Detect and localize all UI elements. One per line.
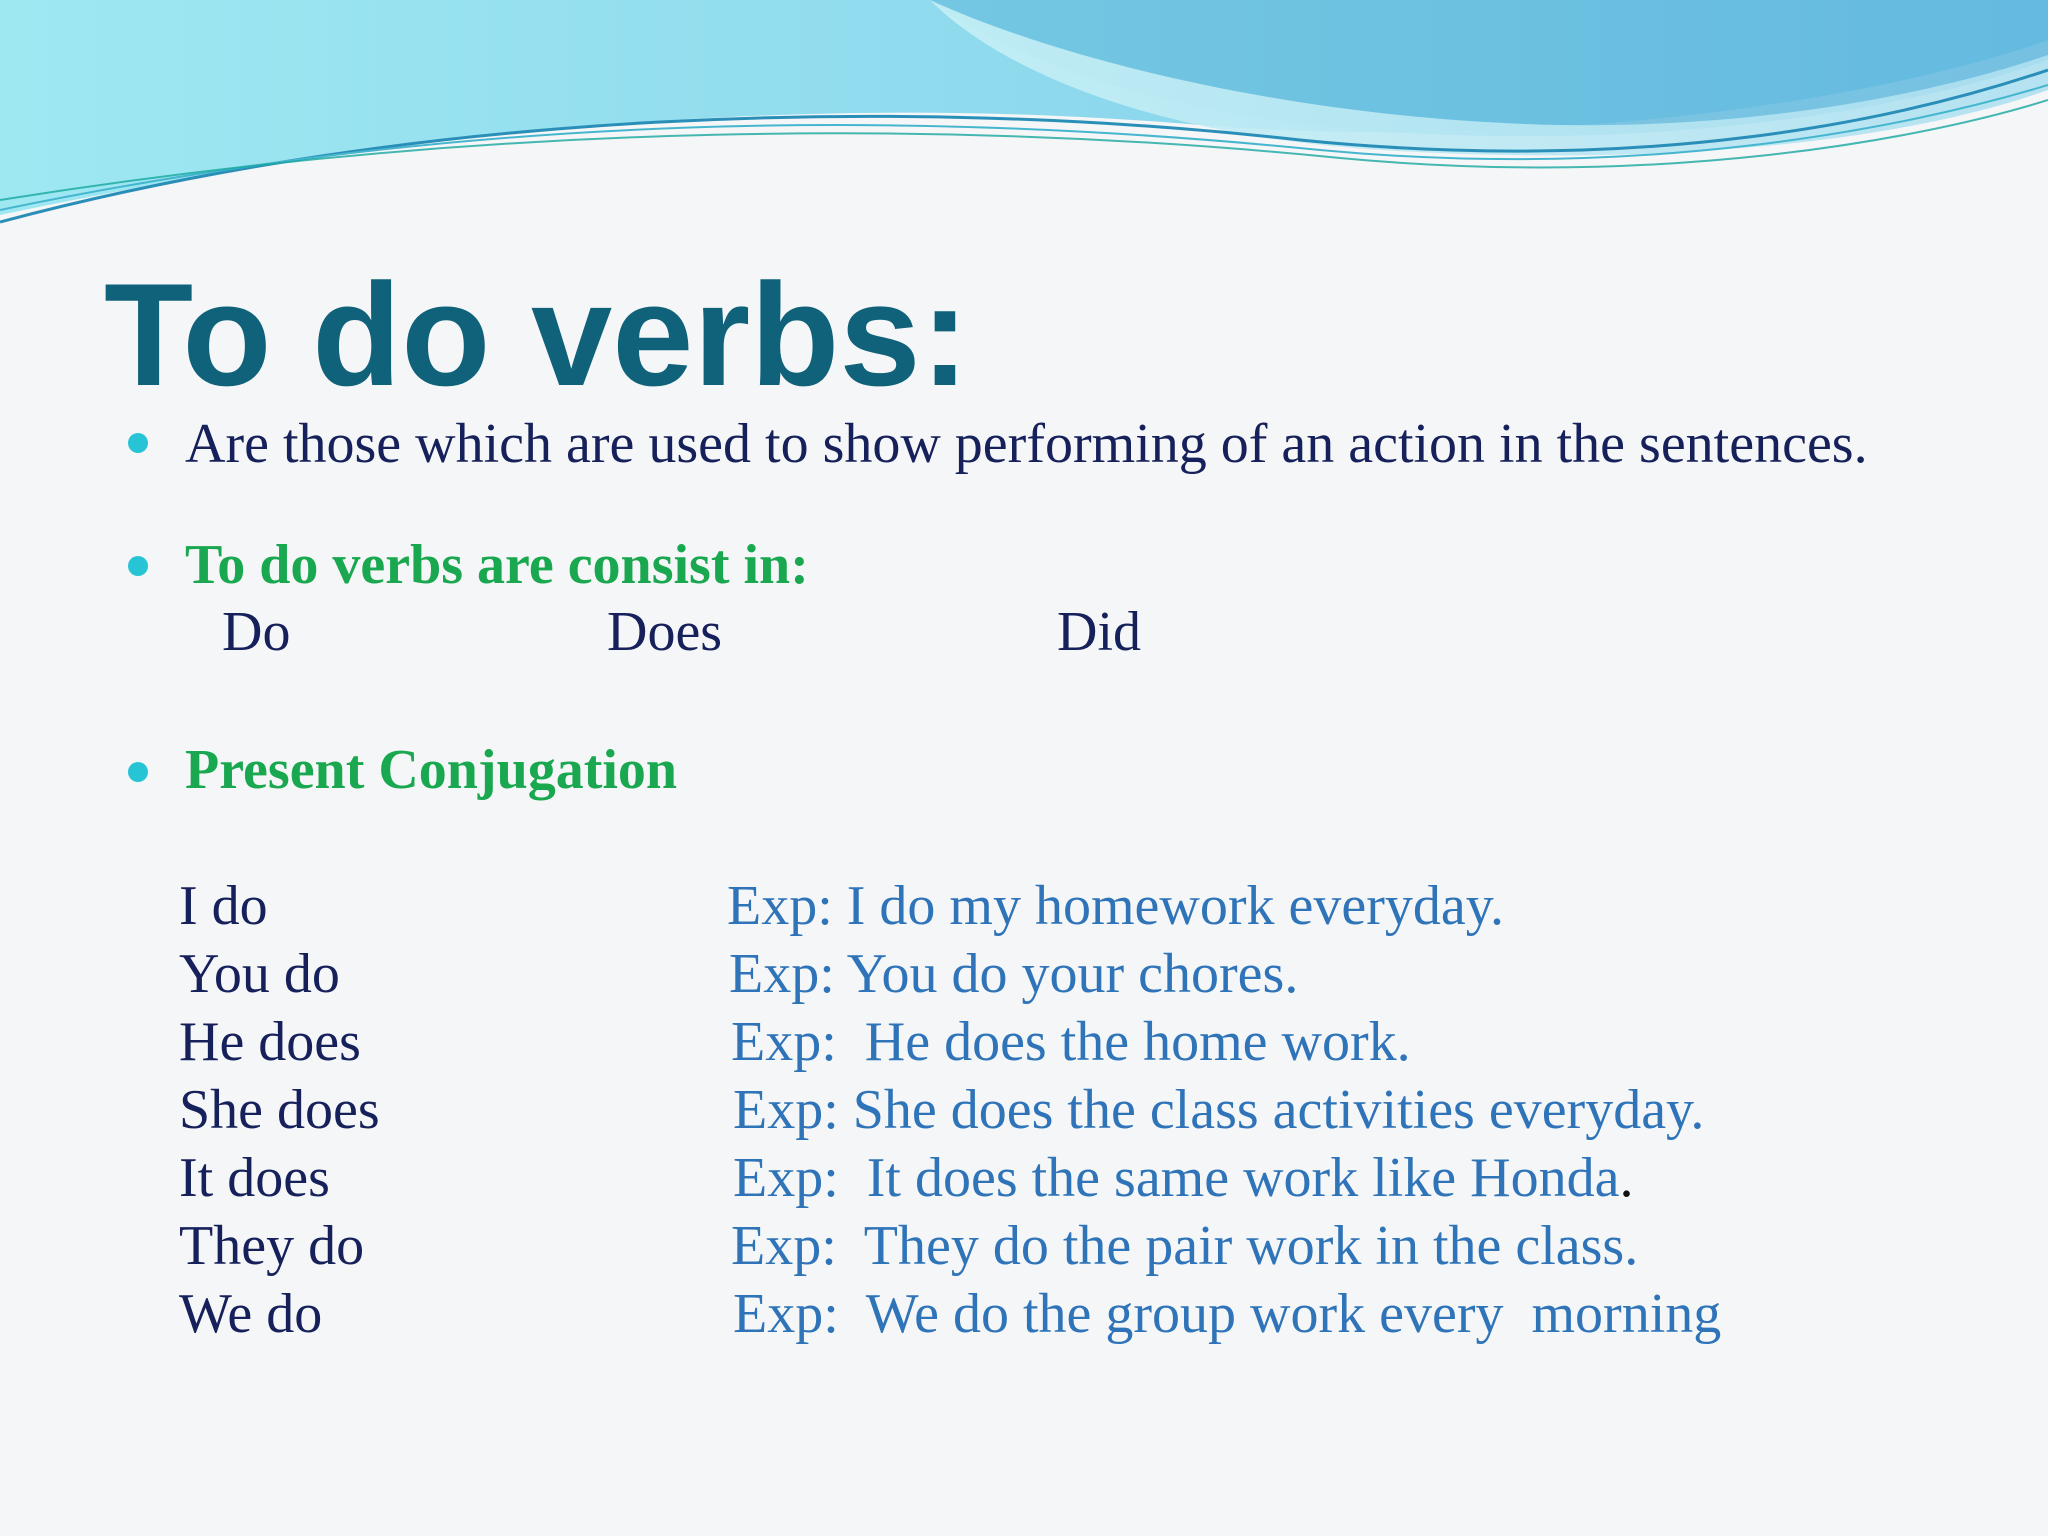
pronoun-form: They do: [179, 1215, 365, 1277]
pronoun-form: He does: [179, 1011, 361, 1073]
example-sentence: Exp: He does the home work.: [731, 1011, 1411, 1073]
pronoun-form: She does: [179, 1079, 380, 1141]
form-do: Do: [222, 601, 291, 663]
bullet-icon: [128, 762, 148, 782]
pronoun-form: You do: [179, 943, 340, 1005]
conjugation-row: [0, 1280, 2048, 1348]
example-sentence: Exp: I do my homework everyday.: [727, 875, 1505, 937]
conjugation-row: [0, 940, 2048, 1008]
example-sentence: Exp: She does the class activities everyday.: [733, 1079, 1705, 1141]
conjugation-row: [0, 1144, 2048, 1212]
page-title: To do verbs:: [104, 253, 970, 416]
conjugation-heading: Present Conjugation: [185, 739, 678, 801]
form-does: Does: [607, 601, 723, 663]
pronoun-form: We do: [179, 1283, 323, 1345]
definition-text: Are those which are used to show performing of an action in the sentences.: [185, 413, 1868, 475]
pronoun-form: It does: [179, 1147, 330, 1209]
form-did: Did: [1057, 601, 1141, 663]
example-sentence: Exp: You do your chores.: [729, 943, 1299, 1005]
bullet-icon: [128, 433, 148, 453]
example-sentence: Exp: It does the same work like Honda.: [733, 1147, 1634, 1209]
decorative-wave-header: [0, 0, 2048, 240]
conjugation-row: [0, 1076, 2048, 1144]
example-sentence: Exp: They do the pair work in the class.: [731, 1215, 1639, 1277]
consist-heading: To do verbs are consist in:: [185, 534, 809, 596]
example-sentence: Exp: We do the group work every morning: [733, 1283, 1722, 1345]
bullet-icon: [128, 556, 148, 576]
conjugation-row: [0, 872, 2048, 940]
pronoun-form: I do: [179, 875, 268, 937]
conjugation-row: [0, 1212, 2048, 1280]
conjugation-row: [0, 1008, 2048, 1076]
